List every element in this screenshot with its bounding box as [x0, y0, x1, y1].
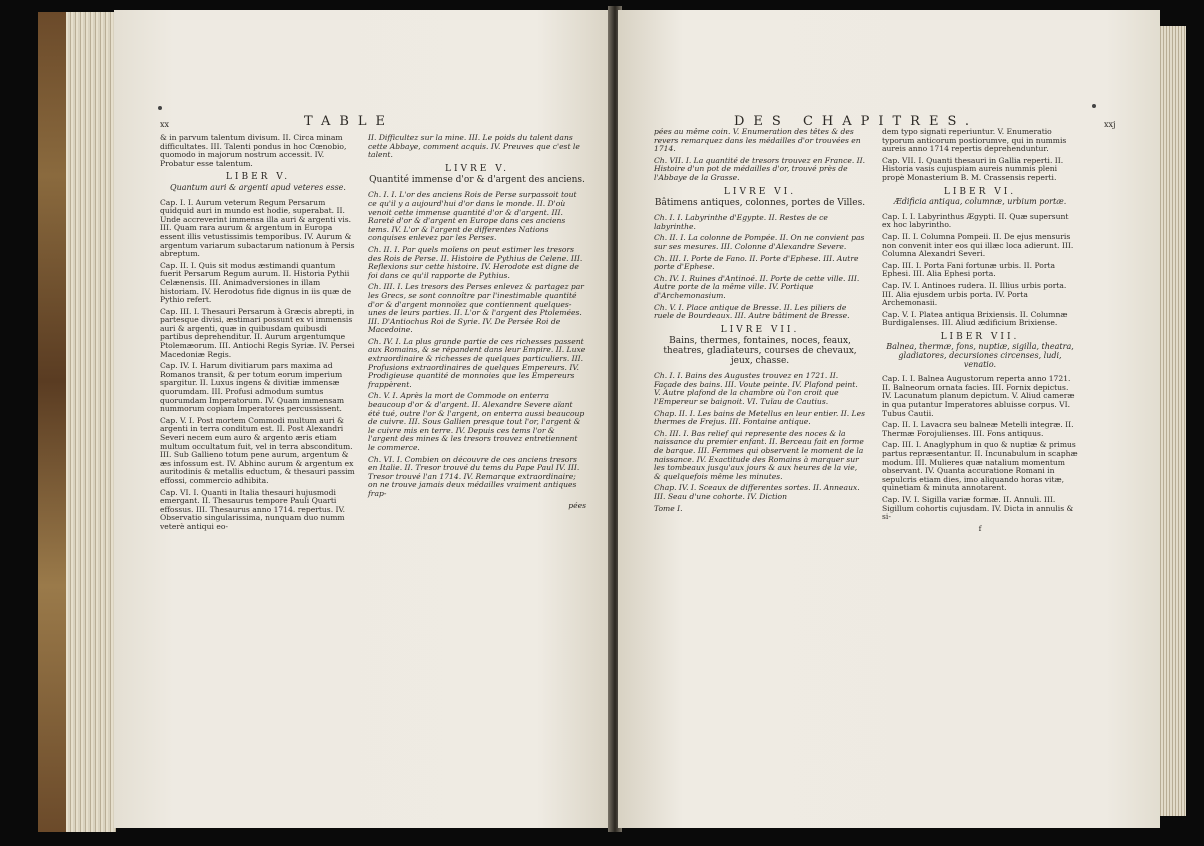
chapter-entry: Cap. IV. I. Harum divitiarum pars maxima ad Romanos transit, & per totum eorum imperium spargitur. II. Luxus ingens & divitiæ immensæ quorumdam. III. Profusi admodum sumtus quorumdam Imperatorum. IV. Quam immensam nummorum copiam Imperatores percussissent.	[160, 361, 345, 414]
chapter-entry: Cap. II. I. Quis sit modus æstimandi quantum fuerit Persarum Regum aurum. II. Historia Pythii Celænensis. III. Animadversiones in illam historiam. IV. Herodotus fide dignus in iis quæ de Pythio refert.	[160, 260, 352, 305]
intro-text: & in parvum talentum divisum. II. Circa minam difficultates. III. Talenti pondus in hoc Cœnobio, quomodo in majorum nostrum accessit. IV. Probatur esse talentum.	[160, 133, 347, 168]
section-heading: LIVRE VII.	[720, 324, 800, 335]
chapter-entry: Cap. V. I. Post mortem Commodi multum auri & argenti in terra conditum est. II. Post Alexandri Severi necem eum auro & argento æris etiam multum occultatum fuit, vel in terra absconditum. III. Sub Gallieno totum pene aurum, argentum & æs infossum est. IV. Abhinc aurum & argentum ex auritodinis & metallis eductum, & thesauri passim effossi, commercio adhibita.	[160, 415, 355, 485]
chapter-entry: Chap. IV. I. Sceaux de differentes sortes. II. Anneaux. III. Seau d'une cohorte. IV. Diction	[654, 483, 860, 501]
chapter-entry: Ch. V. I. Après la mort de Commode on enterra beaucoup d'or & d'argent. II. Alexandre Severe aïant été tué, outre l'or & l'argent, on enterra aussi beaucoup de cuivre. III. Sous Gallien presque tout l'or, l'argent & le cuivre mis en terre. IV. Depuis ces tems l'or & l'argent des mines & les tresors trouvez entretiennent le commerce.	[368, 391, 585, 452]
latin-column	[882, 128, 1078, 536]
section-subtitle: Bâtimens antiques, colonnes, portes de Villes.	[654, 198, 866, 209]
section-heading: LIBER V.	[225, 172, 291, 183]
chapter-entry: Ch. II. I. La colonne de Pompée. II. On ne convient pas sur ses mesures. III. Colonne d'Alexandre Severe.	[654, 233, 865, 251]
chapter-entry: Ch. III. I. Bas relief qui represente des noces & la naissance du premier enfant. II. Berceau fait en forme de barque. III. Femmes qui observent le moment de la naissance. IV. Exactitude des Romains à marquer sur les tombeaux jusqu'aux jours & aux heures de la vie, & quelquefois même les minutes.	[654, 428, 864, 481]
chapter-entry: Ch. III. I. Porte de Fano. II. Porte d'Ephese. III. Autre porte d'Ephese.	[654, 253, 859, 272]
section-heading: LIVRE VI.	[723, 186, 797, 197]
intro-text: II. Difficultez sur la mine. III. Le poids du talent dans cette Abbaye, comment acquis. IV. Preuves que c'est le talent.	[368, 133, 580, 160]
chapter-entry: Cap. II. I. Lavacra seu balneæ Metelli integræ. II. Thermæ Forojulienses. III. Fons antiquus.	[882, 420, 1074, 438]
latin-column	[160, 134, 356, 535]
chapter-entry: Cap. III. I. Anaglyphum in quo & nuptiæ & primus partus repræsentantur. II. Incunabulum in scaphæ modum. III. Mulieres quæ natalium momentum observant. IV. Quanta accuratione Romani in sepulcris etiam dies, imo aliquando horas vitæ, quinetiam & minuta annotarent.	[882, 440, 1078, 493]
chapter-entry: Cap. I. I. Labyrinthus Ægypti. II. Quæ supersunt ex hoc labyrintho.	[882, 211, 1069, 230]
chapter-entry: Chap. II. I. Les bains de Metellus en leur entier. II. Les thermes de Frejus. III. Fontaine antique.	[654, 408, 865, 427]
section-subtitle: Quantum auri & argenti apud veteres esse.	[170, 182, 346, 192]
section-subtitle: Balnea, thermæ, fons, nuptiæ, sigilla, theatra, gladiatores, decursiones circenses, ludi, venatio.	[886, 342, 1074, 369]
chapter-entry: Cap. I. I. Balnea Augustorum reperta anno 1721. II. Balneorum ornata facies. III. Fornix depictus. IV. Lacunatum planum depictum. V. Aliud cameræ in qua putantur Imperatores abluisse corpus. VI. Tubus Cautii.	[882, 374, 1075, 418]
section-heading: LIVRE V.	[444, 163, 510, 174]
section-subtitle: Bains, thermes, fontaines, noces, feaux, theatres, gladiateurs, courses de chevaux, jeux, chasse.	[663, 336, 857, 367]
page-number: xx	[160, 120, 170, 129]
book-binding	[38, 12, 66, 832]
chapter-entry: Ch. I. I. Bains des Augustes trouvez en 1721. II. Façade des bains. III. Voute peinte. IV. Plafond peint. V. Autre plafond de la chambre où l'on croit que l'Empereur se baignoit. VI. Tuïau de Cautius.	[654, 371, 858, 407]
chapter-entry: Ch. I. I. Labyrinthe d'Egypte. II. Restes de ce labyrinthe.	[654, 213, 828, 231]
catchword: pées	[568, 500, 586, 510]
chapter-entry: Cap. IV. I. Sigilla variæ formæ. II. Annuli. III. Sigillum cohortis cujusdam. IV. Dicta in annulis & si-	[882, 494, 1074, 522]
intro-text: pées au même coin. V. Enumeration des têtes & des revers remarquez dans les médailles d'or trouvées en 1714.	[654, 127, 861, 154]
chapter-entry: Ch. I. I. L'or des anciens Rois de Perse surpassoit tout ce qu'il y a aujourd'hui d'or dans le monde. II. D'où venoit cette immense quantité d'or & d'argent. III. Rareté d'or & d'argent en Europe dans ces anciens tems. IV. L'or & l'argent de differentes Nations conquises enlevez par les Perses.	[368, 190, 577, 243]
chapter-entry: Ch. II. I. Par quels moïens on peut estimer les tresors des Rois de Perse. II. Histoire de Pythius de Celene. III. Reflexions sur cette histoire. IV. Herodote est digne de foi dans ce qu'il rapporte de Pythius.	[368, 244, 583, 280]
chapter-entry: Cap. VII. I. Quanti thesauri in Gallia reperti. II. Historia vasis cujuspiam aureis nummis pleni propè Monasterium B. M. Crassensis reperti.	[882, 155, 1064, 182]
chapter-entry: Ch. V. I. Place antique de Bresse. II. Les piliers de ruele de Bourdeaux. III. Autre bâtiment de Bresse.	[654, 302, 850, 321]
french-column	[654, 128, 866, 516]
chapter-entry: Ch. IV. I. Ruines d'Antinoé. II. Porte de cette ville. III. Autre porte de la même ville. IV. Portique d'Archemonasium.	[654, 273, 860, 300]
chapter-entry: Ch. III. I. Les tresors des Perses enlevez & partagez par les Grecs, se sont connoître par l'inestimable quantité d'or & d'argent monnoïez que contiennent quelques-unes de leurs parties. II. L'or & l'argent des Ptolemées. III. D'Antiochus Roi de Syrie. IV. De Persée Roi de Macedoine.	[368, 282, 584, 335]
page-number: xxj	[1104, 120, 1116, 129]
signature-mark: f	[978, 523, 982, 533]
chapter-entry: Cap. V. I. Platea antiqua Brixiensis. II. Columnæ Burdigalenses. III. Aliud ædificium Brixiense.	[882, 309, 1068, 328]
chapter-entry: Ch. VII. I. La quantité de tresors trouvez en France. II. Histoire d'un pot de médailles d'or, trouvé près de l'Abbaye de la Grasse.	[654, 155, 866, 182]
chapter-entry: Ch. VI. I. Combien on découvre de ces anciens tresors en Italie. II. Tresor trouvé du tems du Pape Paul IV. III. Tresor trouvé l'an 1714. IV. Remarque extraordinaire; on ne trouve jamais deux médailles vraiment antiques frap-	[368, 454, 580, 498]
section-heading: LIBER VII.	[940, 331, 1020, 342]
section-subtitle: Ædificia antiqua, columnæ, urbium portæ.	[893, 197, 1067, 207]
chapter-entry: Cap. IV. I. Antinoes rudera. II. Illius urbis porta. III. Alia ejusdem urbis porta. IV. Porta Archemonasii.	[882, 280, 1067, 308]
book-fore-edge-left	[38, 12, 116, 832]
book-fore-edge-right	[1158, 26, 1186, 816]
chapter-entry: Cap. III. I. Thesauri Persarum à Græcis abrepti, in partesque divisi, æstimari possunt ex vi immensis auri & argenti, quæ in quibusdam quibusdi partibus deprehenditur. II. Aurum argentumque Ptolemæorum. III. Antiochi Regis Syriæ. IV. Persei Macedoniæ Regis.	[160, 306, 355, 359]
chapter-entry: Cap. II. I. Columna Pompeii. II. De ejus mensuris non convenit inter eos qui illæc loca adierunt. III. Columna Alexandri Severi.	[882, 231, 1074, 259]
right-page	[618, 10, 1160, 828]
section-subtitle: Quantité immense d'or & d'argent des anciens.	[369, 175, 585, 186]
page-header: TABLE	[304, 114, 395, 129]
french-column	[368, 134, 586, 513]
chapter-entry: Cap. VI. I. Quanti in Italia thesauri hujusmodi emergant. II. Thesaurus tempore Pauli Quarti effossus. III. Thesaurus anno 1714. repertus. IV. Observatio singularissima, nunquam duo numm veterè antiqui eo-	[160, 487, 346, 531]
page-speck	[158, 106, 162, 110]
page-header: DES CHAPITRES.	[734, 114, 979, 129]
page-speck	[1092, 104, 1096, 108]
chapter-entry: Ch. IV. I. La plus grande partie de ces richesses passent aux Romains, & se répandent dans leur Empire. II. Luxe extraordinaire & richesses de quelques particuliers. III. Profusions extraordinaires de quelques Empereurs. IV. Prodigieuse quantité de monnoies que les Empereurs frappèrent.	[368, 336, 586, 389]
chapter-entry: Cap. III. I. Porta Fani fortunæ urbis. II. Porta Ephesi. III. Alia Ephesi porta.	[882, 260, 1056, 279]
volume-footer: Tome I.	[654, 503, 683, 513]
chapter-entry: Cap. I. I. Aurum veterum Regum Persarum quidquid auri in mundo est hodie, superabat. II. Unde accreverint immensa illa auri & argenti vis. III. Quam rara aurum & argentum in Europa essent illis vetustissimis temporibus. IV. Aurum & argentum variarum subactarum nationum à Persis abreptum.	[160, 197, 355, 259]
section-heading: LIBER VI.	[943, 186, 1017, 197]
left-page	[114, 10, 612, 828]
intro-text: dem typo signati reperiuntur. V. Enumeratio typorum anticorum postiorumve, qui in nummis aureis anno 1714 repertis deprehenduntur.	[882, 127, 1067, 154]
open-book	[38, 6, 1186, 836]
